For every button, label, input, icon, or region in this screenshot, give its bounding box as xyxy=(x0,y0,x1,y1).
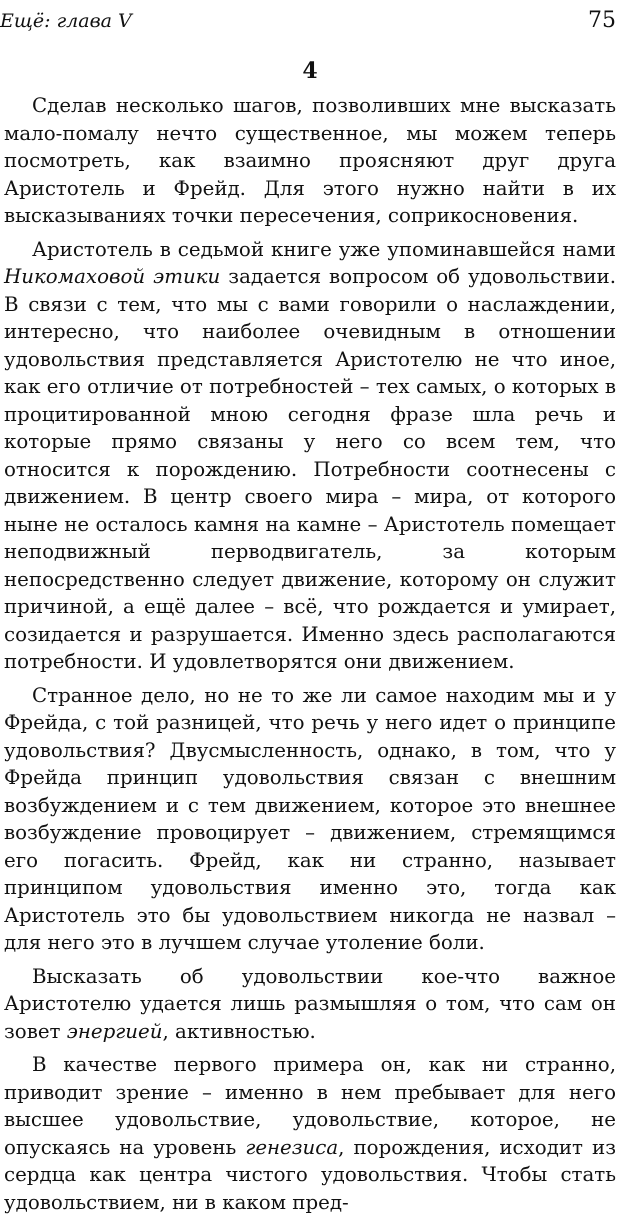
term-italic-energy: энергией xyxy=(66,1019,163,1043)
paragraph-4-text-start: Высказать об удовольствии кое-что важное Аристотелю удается лишь размышляя о том, что сам он зовет xyxy=(4,964,616,1043)
paragraph-5-text-start: В качестве первого примера он, как ни странно, приводит зрение – именно в нем пребывает для него высшее удовольствие, удовольствие, которое, не опускаясь на уровень xyxy=(4,1053,616,1159)
paragraph-2-text-end: задается вопросом об удовольствии. В связи с тем, что мы с вами говорили о наслаждении, интересно, что наиболее очевидным в отношении удовольствия представляется Аристотелю не что иное, как его отличие от потребностей – тех самых, о которых в процитированной мною сегодня фразе шла речь и которые прямо связаны у него со всем тем, что относится к порождению. Потребности соотнесены с движением. В центр своего мира – мира, от которого ныне не осталось камня на камне – Аристотель помещает неподвижный перводвигатель, за которым непосредственно следует движение, которому он служит причиной, а ещё далее – всё, что рождается и умирает, созидается и разрушается. Именно здесь располагаются потребности. И удовлетворятся они движением. xyxy=(4,265,617,673)
paragraph-5 xyxy=(4,1051,616,1216)
running-head: Ещё: глава V xyxy=(0,10,132,32)
book-title-italic: Никомаховой этики xyxy=(4,265,221,288)
paragraph-1-text: Сделав несколько шагов, позволивших мне высказать мало-помалу нечто существенное, мы можем теперь посмотреть, как взаимно проясняют друг друга Аристотель и Фрейд. Для этого нужно найти в их высказываниях точки пересечения, соприкосновения. xyxy=(4,94,616,227)
paragraph-2 xyxy=(4,236,616,676)
paragraph-4 xyxy=(4,963,616,1046)
paragraph-5-text-end: , порождения, исходит из сердца как центра чистого удовольствия. Чтобы стать удовольствием, ни в каком пред- xyxy=(4,1135,616,1214)
section-number: 4 xyxy=(302,58,318,84)
paragraph-3-text: Странное дело, но не то же ли самое находим мы и у Фрейда, с той разницей, что речь у него идет о принципе удовольствия? Двусмысленность, однако, в том, что у Фрейда принцип удовольствия связан с внешним возбуждением и с тем движением, которое это внешнее возбуждение провоцирует – движением, стремящимся его погасить. Фрейд, как ни странно, называет принципом удовольствия именно это, тогда как Аристотель это бы удовольствием никогда не назвал – для него это в лучшем случае утоление боли. xyxy=(4,683,616,954)
paragraph-3 xyxy=(4,682,616,957)
paragraph-2-text-start: Аристотель в седьмой книге уже упоминавшейся нами xyxy=(32,237,616,261)
term-italic-genesis: генезиса xyxy=(245,1135,339,1159)
page-number: 75 xyxy=(588,8,616,33)
paragraph-4-text-end: , активностью. xyxy=(162,1019,316,1043)
paragraph-1 xyxy=(4,92,616,230)
body-text xyxy=(4,92,616,1222)
page-header xyxy=(0,6,620,36)
